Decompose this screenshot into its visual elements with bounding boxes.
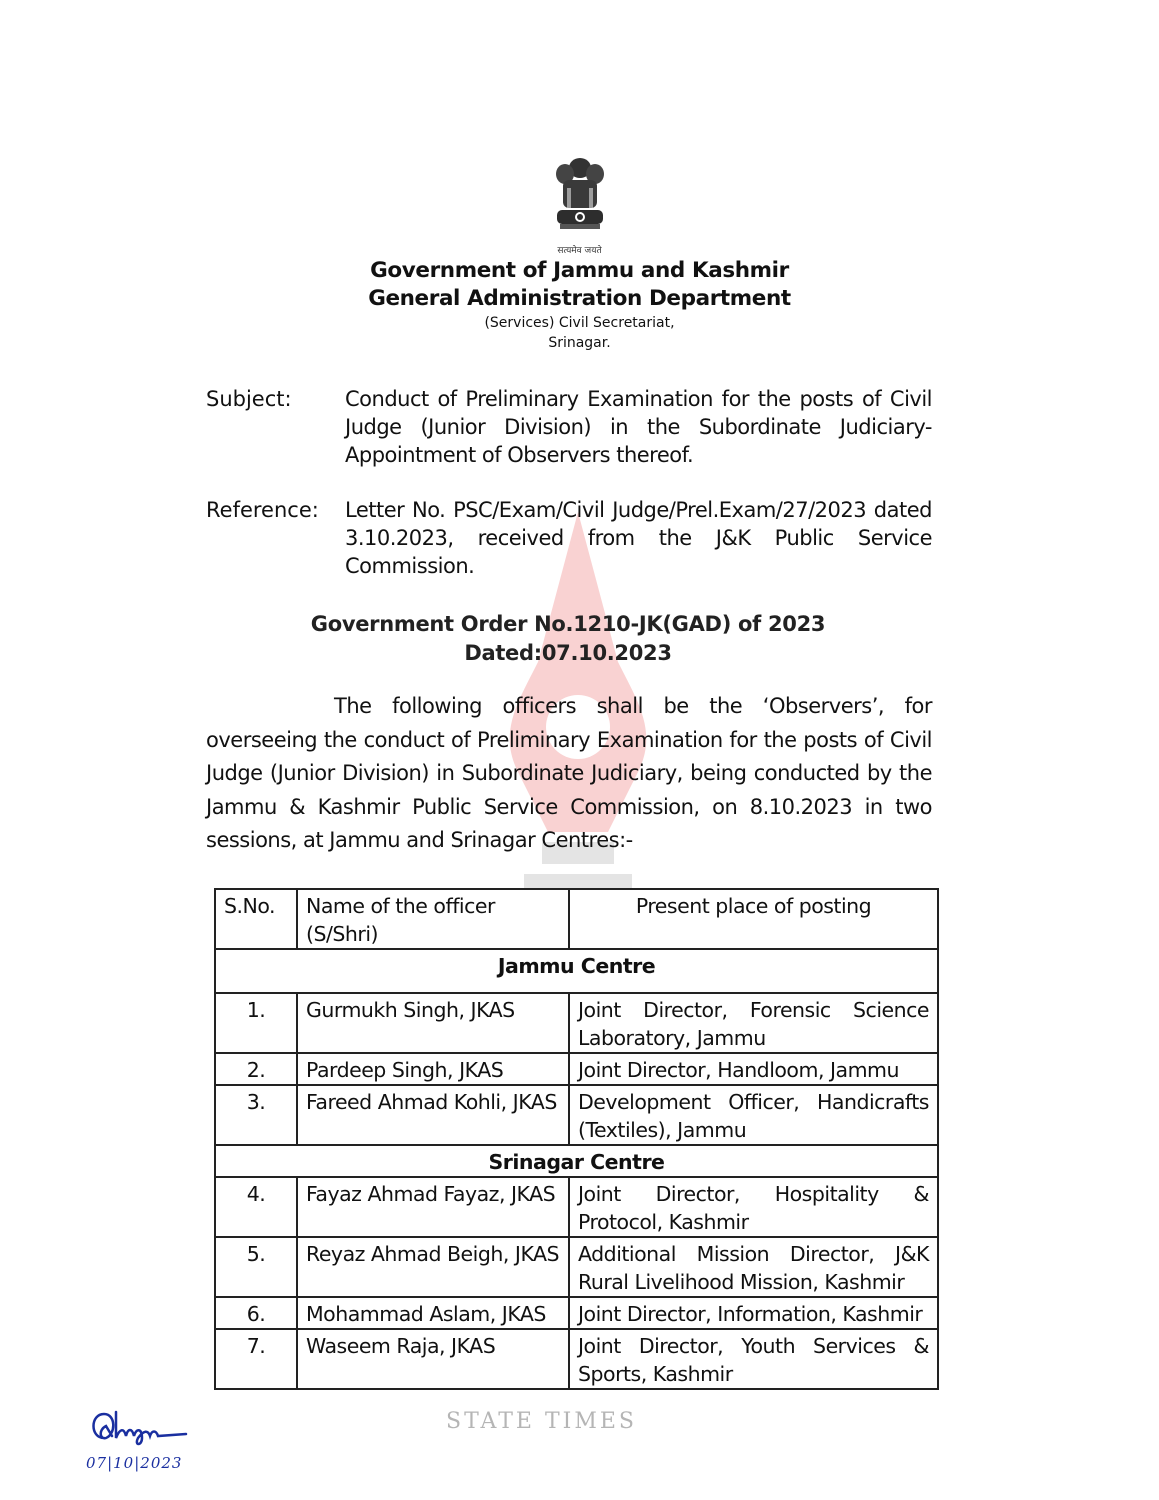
cell-posting: Development Officer, Handicrafts (Textiles), Jammu <box>569 1085 938 1145</box>
header-city: Srinagar. <box>548 335 611 351</box>
table-row <box>215 993 938 1053</box>
header-department: General Administration Department <box>368 286 791 311</box>
table-row <box>215 1237 938 1297</box>
cell-sno: 5. <box>215 1237 297 1297</box>
signature-date: 07|10|2023 <box>86 1453 183 1472</box>
cell-sno: 6. <box>215 1297 297 1329</box>
cell-posting: Joint Director, Youth Services & Sports, Kashmir <box>569 1329 938 1389</box>
cell-posting: Joint Director, Hospitality & Protocol, Kashmir <box>569 1177 938 1237</box>
emblem-motto: सत्यमेव जयते <box>557 246 602 256</box>
subject-block <box>206 385 932 469</box>
cell-posting: Joint Director, Handloom, Jammu <box>569 1053 938 1085</box>
cell-sno: 4. <box>215 1177 297 1237</box>
order-body-text: The following officers shall be the ‘Observers’, for overseeing the conduct of Preliminary Examination for the posts of Civil Judge (Junior Division) in Subordinate Judiciary, being conducted by the Jammu & Kashmir Public Service Commission, on 8.10.2023 in two sessions, at Jammu and Srinagar Centres:- <box>206 694 932 852</box>
cell-sno: 2. <box>215 1053 297 1085</box>
cell-sno: 3. <box>215 1085 297 1145</box>
header-officer-name: Name of the officer (S/Shri) <box>297 889 569 949</box>
signature <box>86 1408 206 1472</box>
footer-block <box>86 1408 1159 1472</box>
table-row <box>215 1177 938 1237</box>
order-date: Dated:07.10.2023 <box>464 641 672 665</box>
national-emblem-icon <box>545 150 615 246</box>
table-row <box>215 1297 938 1329</box>
order-title: Government Order No.1210-JK(GAD) of 2023 <box>310 612 826 636</box>
cell-posting: Joint Director, Forensic Science Laboratory, Jammu <box>569 993 938 1053</box>
table-header-row <box>215 889 938 949</box>
cell-officer-name: Gurmukh Singh, JKAS <box>297 993 569 1053</box>
cell-officer-name: Pardeep Singh, JKAS <box>297 1053 569 1085</box>
cell-officer-name: Mohammad Aslam, JKAS <box>297 1297 569 1329</box>
table-row <box>215 1329 938 1389</box>
cell-posting: Additional Mission Director, J&K Rural Livelihood Mission, Kashmir <box>569 1237 938 1297</box>
cell-officer-name: Waseem Raja, JKAS <box>297 1329 569 1389</box>
reference-block <box>206 496 932 580</box>
header-government: Government of Jammu and Kashmir <box>370 258 789 283</box>
state-times-watermark: STATE TIMES <box>446 1408 637 1434</box>
cell-sno: 7. <box>215 1329 297 1389</box>
section-title-srinagar: Srinagar Centre <box>215 1145 938 1177</box>
signature-scribble-icon <box>86 1408 206 1450</box>
subject-label: Subject: <box>206 387 292 411</box>
reference-text: Letter No. PSC/Exam/Civil Judge/Prel.Exam/27/2023 dated 3.10.2023, received from the J&K Public Service Commission. <box>345 498 932 578</box>
observers-table <box>214 888 939 1390</box>
cell-officer-name: Fayaz Ahmad Fayaz, JKAS <box>297 1177 569 1237</box>
reference-label: Reference: <box>206 498 319 522</box>
table-row <box>215 1053 938 1085</box>
subject-text: Conduct of Preliminary Examination for the posts of Civil Judge (Junior Division) in the Subordinate Judiciary-Appointment of Observers thereof. <box>345 387 932 467</box>
emblem-block <box>0 150 1159 257</box>
section-title-jammu: Jammu Centre <box>215 949 938 993</box>
cell-sno: 1. <box>215 993 297 1053</box>
header-office: (Services) Civil Secretariat, <box>484 315 675 331</box>
header-sno: S.No. <box>215 889 297 949</box>
section-row-jammu <box>215 949 938 993</box>
table-row <box>215 1085 938 1145</box>
cell-posting: Joint Director, Information, Kashmir <box>569 1297 938 1329</box>
cell-officer-name: Reyaz Ahmad Beigh, JKAS <box>297 1237 569 1297</box>
section-row-srinagar <box>215 1145 938 1177</box>
cell-officer-name: Fareed Ahmad Kohli, JKAS <box>297 1085 569 1145</box>
header-posting: Present place of posting <box>569 889 938 949</box>
